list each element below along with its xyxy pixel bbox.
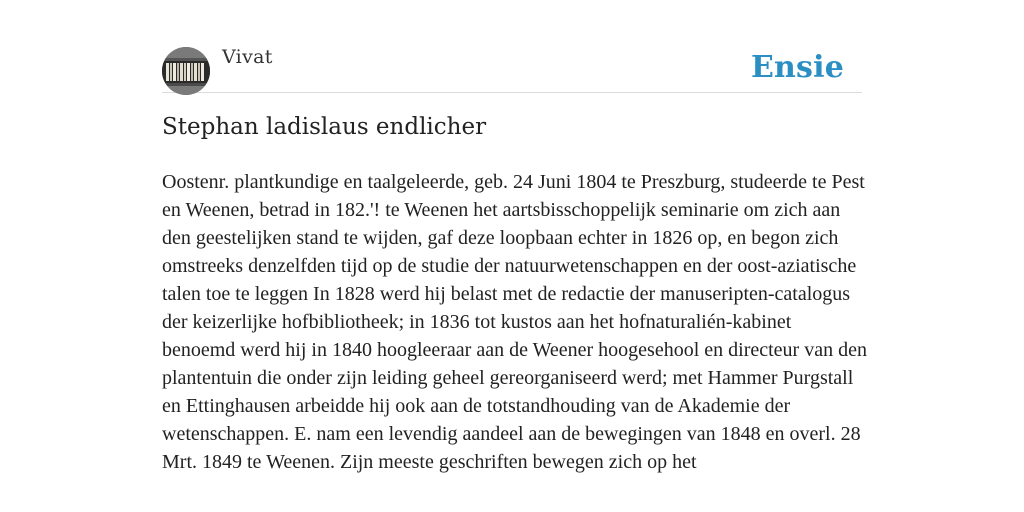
header <box>162 46 862 93</box>
brand-logo[interactable]: Ensie <box>750 50 844 85</box>
article-body: Oostenr. plantkundige en taalgeleerde, geb. 24 Juni 1804 te Preszburg, studeerde te Pest en Weenen, betrad in 182.'! te Weenen het aartsbisschoppelijk seminarie om zich aan den geestelijken stand te wijden, gaf deze loopbaan echter in 1826 op, en begon zich omstreeks denzelfden tijd op de studie der natuurwetenschappen en der oost-aziatische talen toe te leggen In 1828 werd hij belast met de redactie der manuseripten-catalogus der keizerlijke hofbibliotheek; in 1836 tot kustos aan het hofnaturalién-kabinet benoemd werd hij in 1840 hoogleeraar aan de Weener hoogesehool en directeur van den plantentuin die onder zijn leiding geheel gereorganiseerd werd; met Hammer Purgstall en Ettinghausen arbeidde hij ook aan de totstandhouding van de Akademie der wetenschappen. E. nam een levendig aandeel aan de bewegingen van 1848 en overl. 28 Mrt. 1849 te Weenen. Zijn meeste geschriften bewegen zich op het <box>162 171 867 473</box>
avatar[interactable] <box>162 47 210 95</box>
bookshelf-icon <box>162 47 210 95</box>
source-name[interactable]: Vivat <box>222 46 273 68</box>
page-title: Stephan ladislaus endlicher <box>162 114 487 140</box>
